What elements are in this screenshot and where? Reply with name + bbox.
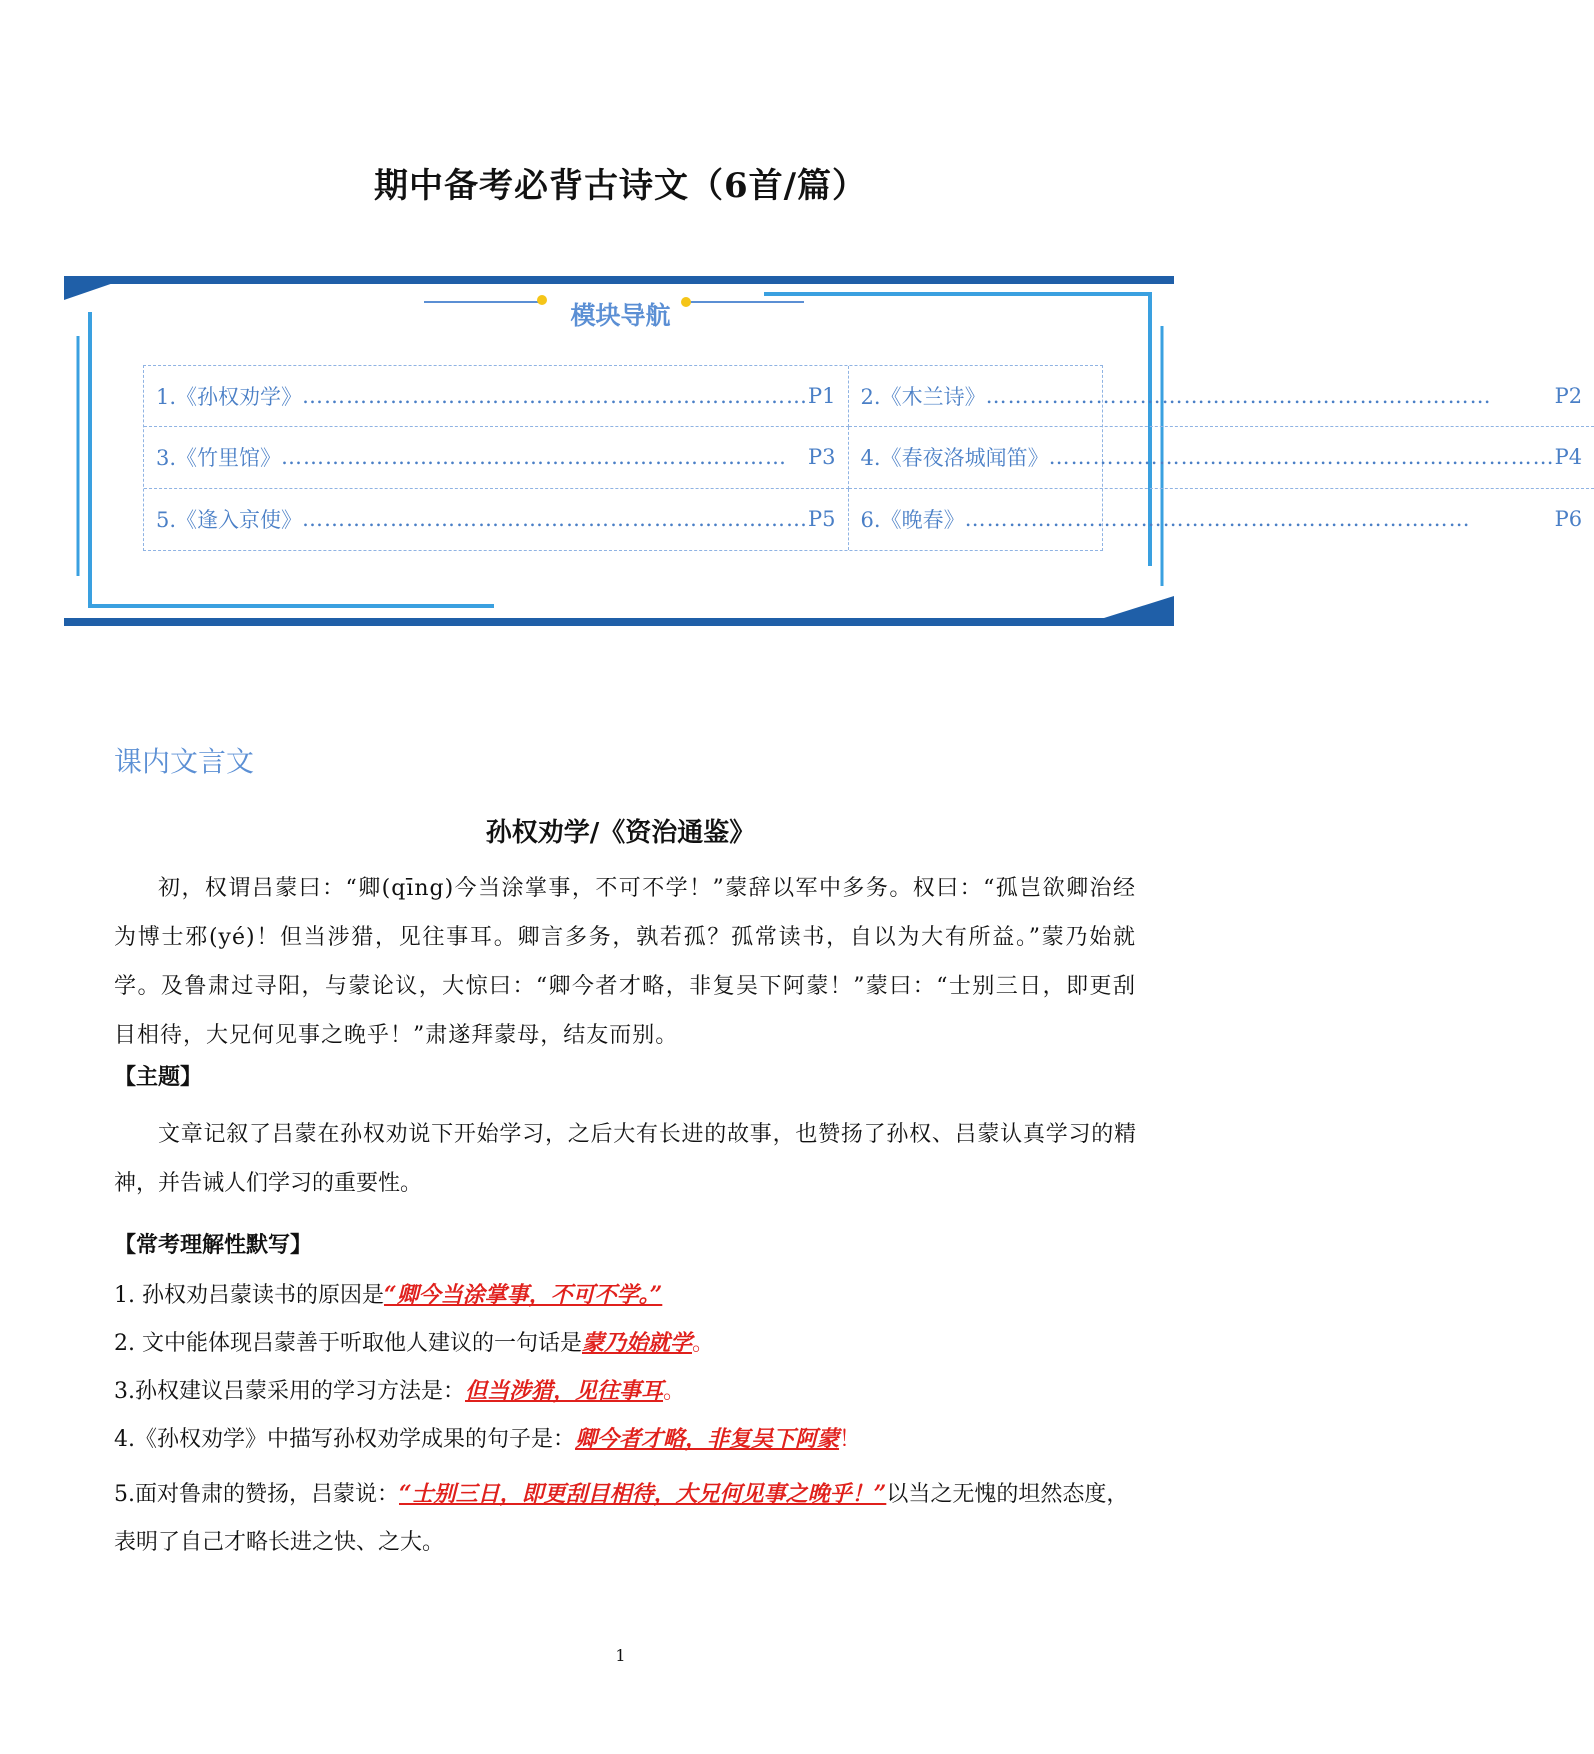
dictation-item — [114, 1326, 1136, 1357]
dictation-item — [114, 1278, 1136, 1309]
nav-item-label: 2.《木兰诗》 — [860, 385, 986, 410]
nav-item-label: 5.《逢入京使》 — [156, 508, 303, 533]
answer-tail: 以当之无愧的坦然态度，表明了自己才略长进之快、之大。 — [114, 1482, 1129, 1555]
dictation-label: 【常考理解性默写】 — [114, 1233, 313, 1258]
answer: “卿今当涂掌事，不可不学。” — [383, 1282, 663, 1308]
page-title: 期中备考必背古诗文（6首/篇） — [373, 166, 868, 206]
nav-table — [143, 365, 1583, 551]
theme-label: 【主题】 — [114, 1065, 203, 1090]
nav-item[interactable] — [144, 366, 849, 427]
nav-item[interactable] — [849, 489, 1594, 550]
nav-leader: …………………………………………………………… — [964, 507, 1471, 532]
nav-item-label: 6.《晚春》 — [860, 508, 965, 533]
nav-leader: …………………………………………………………… — [302, 384, 809, 409]
question: 1. 孙权劝吕蒙读书的原因是 — [114, 1283, 384, 1308]
answer-tail: 。 — [663, 1379, 686, 1404]
dictation-item — [114, 1422, 1136, 1453]
answer: 卿今者才略，非复吴下阿蒙 — [575, 1426, 840, 1452]
nav-item-label: 3.《竹里馆》 — [156, 446, 282, 471]
nav-leader: …………………………………………………………… — [281, 445, 788, 470]
nav-item-page: P6 — [1554, 507, 1583, 532]
nav-heading: 模块导航 — [570, 301, 671, 330]
dictation-item — [114, 1374, 1136, 1405]
nav-item[interactable] — [849, 427, 1594, 488]
answer-tail: ！ — [839, 1427, 862, 1452]
nav-item[interactable] — [144, 427, 849, 488]
nav-item-page: P3 — [808, 445, 836, 470]
nav-item[interactable] — [144, 489, 849, 550]
essay-title: 孙权劝学/《资治通鉴》 — [485, 818, 756, 848]
nav-item[interactable] — [849, 366, 1594, 427]
question: 3.孙权建议吕蒙采用的学习方法是： — [114, 1379, 465, 1404]
answer-tail: 。 — [692, 1331, 715, 1356]
nav-item-page: P2 — [1554, 384, 1583, 409]
page-number: 1 — [615, 1646, 626, 1665]
nav-leader: …………………………………………………………… — [1048, 445, 1555, 470]
nav-leader: …………………………………………………………… — [302, 507, 809, 532]
nav-item-label: 1.《孙权劝学》 — [156, 385, 303, 410]
question: 5.面对鲁肃的赞扬，吕蒙说： — [114, 1482, 399, 1507]
answer: 但当涉猎，见往事耳 — [465, 1378, 664, 1404]
theme-text: 文章记叙了吕蒙在孙权劝说下开始学习，之后大有长进的故事，也赞扬了孙权、吕蒙认真学习的精神，并告诫人们学习的重要性。 — [114, 1122, 1136, 1196]
nav-item-page: P4 — [1554, 445, 1583, 470]
essay-text: 初，权谓吕蒙曰：“卿(qīng)今当涂掌事，不可不学！”蒙辞以军中多务。权曰：“孤岂欲卿治经为博士邪(yé)！但当涉猎，见往事耳。卿言多务，孰若孤？孤常读书，自以为大有所益。”蒙乃始就学。及鲁肃过寻阳，与蒙论议，大惊曰：“卿今者才略，非复吴下阿蒙！”蒙曰：“士别三日，即更刮目相待，大兄何见事之晚乎！”肃遂拜蒙母，结友而别。 — [114, 876, 1136, 1048]
dictation-item — [114, 1470, 1136, 1567]
nav-item-page: P5 — [808, 507, 836, 532]
question: 4.《孙权劝学》中描写孙权劝学成果的句子是： — [114, 1427, 575, 1452]
section-title: 课内文言文 — [114, 745, 255, 778]
nav-leader: …………………………………………………………… — [985, 384, 1492, 409]
nav-item-label: 4.《春夜洛城闻笛》 — [860, 446, 1049, 471]
nav-item-page: P1 — [808, 384, 836, 409]
answer: “士别三日，即更刮目相待，大兄何见事之晚乎！” — [399, 1481, 887, 1507]
question: 2. 文中能体现吕蒙善于听取他人建议的一句话是 — [114, 1331, 582, 1356]
answer: 蒙乃始就学 — [582, 1330, 693, 1356]
